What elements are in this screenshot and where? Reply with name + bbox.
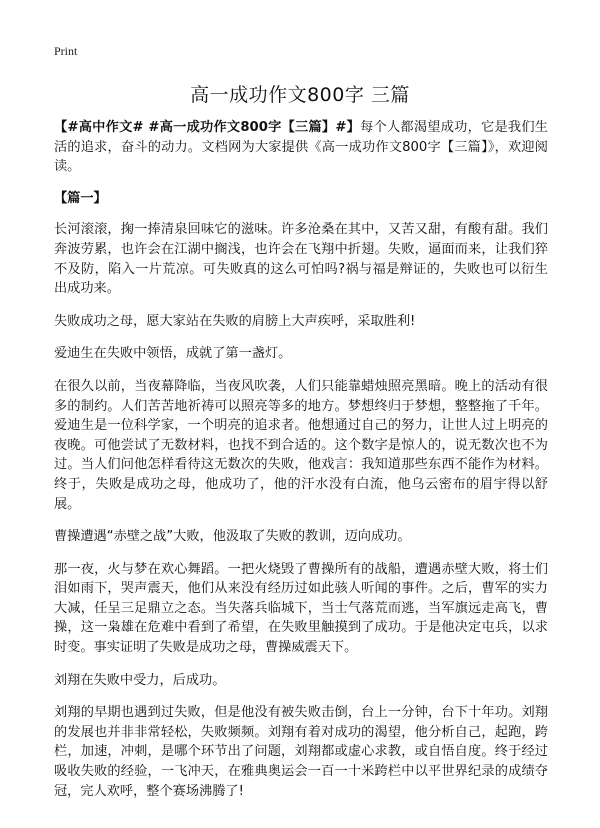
paragraph: 刘翔在失败中受力，后成功。 [54, 672, 226, 688]
print-link[interactable]: Print [54, 44, 78, 58]
article-body [54, 118, 548, 814]
paragraph: 失败成功之母，愿大家站在失败的肩膀上大声疾呼，采取胜利! [54, 313, 416, 329]
paragraph: 曹操遭遇“赤壁之战”大败，他汲取了失败的教训，迈向成功。 [54, 529, 411, 545]
paragraph: 在很久以前，当夜幕降临，当夜风吹袭，人们只能靠蜡烛照亮黑暗。晚上的活动有很多的制约。人们苦苦地祈祷可以照亮等多的地方。梦想终归于梦想，整整拖了千年。爱迪生是一位科学家，一个明亮的追求者。他想通过自己的努力，让世人过上明亮的夜晚。可他尝试了无数材料，也找不到合适的。这个数字是惊人的，说无数次也不为过。当人们问他怎样看待这无数次的失败，他戏言：我知道那些东西不能作为材料。终于，失败是成功之母，他成功了，他的汗水没有白流，他乌云密布的眉宇得以舒展。 [54, 378, 548, 512]
paragraph: 爱迪生在失败中领悟，成就了第一盏灯。 [54, 346, 292, 362]
paragraph: 那一夜，火与梦在欢心舞蹈。一把火烧毁了曹操所有的战船，遭遇赤壁大败，将士们泪如雨下，哭声震天，他们从来没有经历过如此骇人听闻的事件。之后，曹军的实力大减，任呈三足鼎立之态。当失落兵临城下，当士气落荒而逃，当军旗远走高飞，曹操，这一枭雄在危难中看到了希望，在失败里触摸到了成功。于是他决定屯兵，以求时变。事实证明了失败是成功之母，曹操威震天下。 [54, 561, 548, 656]
intro-text: 每个人都渴望成功，它是我们生活的追求，奋斗的动力。文档网为大家提供《高一成功作文800字【三篇】》，欢迎阅读。 [54, 120, 548, 175]
intro-paragraph [54, 118, 548, 177]
page-title: 高一成功作文800字 三篇 [190, 84, 410, 106]
intro-tags: 【#高中作文# #高一成功作文800字【三篇】#】 [54, 120, 361, 135]
section-heading: 【篇一】 [54, 190, 107, 206]
paragraph: 刘翔的早期也遇到过失败，但是他没有被失败击倒，台上一分钟，台下十年功。刘翔的发展也并非非常轻松，失败频频。刘翔有着对成功的渴望，他分析自己，起跑，跨栏，加速，冲刺，是哪个环节出了问题，刘翔都或虚心求教，或自悟自度。终于经过吸收失败的经验，一飞冲天，在雅典奥运会一百一十米跨栏中以平世界纪录的成绩夺冠，完人欢呼，整个赛场沸腾了! [54, 705, 548, 799]
paragraph: 长河滚滚，掬一捧清泉回味它的滋味。许多沧桑在其中，又苦又甜，有酸有甜。我们奔波劳累，也许会在江湖中搁浅，也许会在飞翔中折翅。失败，逼面而来，让我们猝不及防，陷入一片荒凉。可失败真的这么可怕吗?祸与福是辩证的，失败也可以衍生出成功来。 [54, 222, 548, 297]
